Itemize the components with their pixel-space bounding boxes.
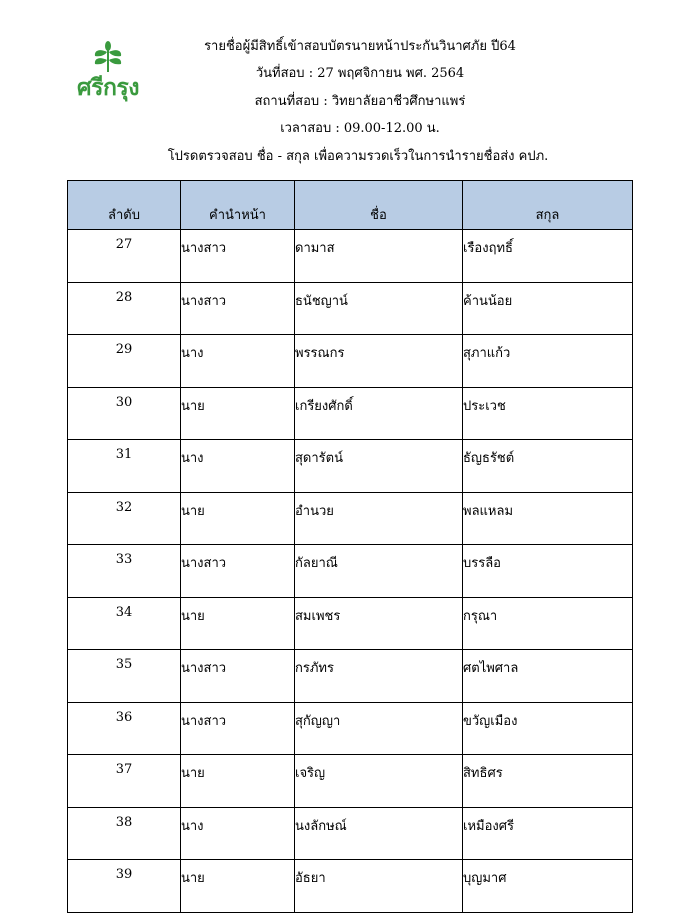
document-title: รายชื่อผู้มีสิทธิ์เข้าสอบบัตรนายหน้าประกันวินาศภัย ปี64 <box>204 39 516 54</box>
cell-first-name: เจริญ <box>295 755 463 808</box>
cell-first-name: พรรณกร <box>295 335 463 388</box>
table-row <box>68 650 633 703</box>
table-row <box>68 440 633 493</box>
table-row <box>68 755 633 808</box>
cell-last-name: พลแหลม <box>463 492 633 545</box>
exam-time: เวลาสอบ : 09.00-12.00 น. <box>280 121 440 136</box>
cell-prefix: นางสาว <box>181 282 295 335</box>
cell-last-name: สิทธิศร <box>463 755 633 808</box>
cell-prefix: นางสาว <box>181 545 295 598</box>
cell-prefix: นาย <box>181 492 295 545</box>
cell-number: 38 <box>68 807 181 860</box>
exam-location: สถานที่สอบ : วิทยาลัยอาชีวศึกษาแพร่ <box>254 94 466 109</box>
column-header-number: ลำดับ <box>68 181 181 230</box>
cell-prefix: นาย <box>181 755 295 808</box>
cell-first-name: กัลยาณี <box>295 545 463 598</box>
cell-first-name: กรภัทร <box>295 650 463 703</box>
instruction-note: โปรดตรวจสอบ ชื่อ - สกุล เพื่อความรวดเร็วในการนำรายชื่อส่ง คปภ. <box>167 149 549 164</box>
cell-last-name: เรืองฤทธิ์ <box>463 230 633 283</box>
table-row <box>68 492 633 545</box>
table-row <box>68 230 633 283</box>
cell-prefix: นาย <box>181 597 295 650</box>
cell-prefix: นาง <box>181 335 295 388</box>
cell-first-name: อัธยา <box>295 860 463 913</box>
cell-number: 30 <box>68 387 181 440</box>
cell-last-name: เหมืองศรี <box>463 807 633 860</box>
table-row <box>68 387 633 440</box>
exam-date: วันที่สอบ : 27 พฤศจิกายน พศ. 2564 <box>255 66 465 81</box>
cell-first-name: สุดารัตน์ <box>295 440 463 493</box>
cell-last-name: บรรลือ <box>463 545 633 598</box>
cell-number: 27 <box>68 230 181 283</box>
cell-last-name: กรุณา <box>463 597 633 650</box>
cell-prefix: นางสาว <box>181 650 295 703</box>
cell-number: 28 <box>68 282 181 335</box>
cell-prefix: นางสาว <box>181 702 295 755</box>
table-row <box>68 545 633 598</box>
cell-first-name: ดามาส <box>295 230 463 283</box>
cell-number: 32 <box>68 492 181 545</box>
table-row <box>68 702 633 755</box>
cell-number: 35 <box>68 650 181 703</box>
cell-last-name: ขวัญเมือง <box>463 702 633 755</box>
cell-last-name: บุญมาศ <box>463 860 633 913</box>
candidate-table <box>67 180 633 913</box>
logo-text: ศรีกรุง <box>77 75 139 101</box>
cell-number: 29 <box>68 335 181 388</box>
cell-last-name: ค้านน้อย <box>463 282 633 335</box>
cell-prefix: นาย <box>181 387 295 440</box>
cell-last-name: ศตไพศาล <box>463 650 633 703</box>
cell-last-name: ประเวช <box>463 387 633 440</box>
cell-first-name: สมเพชร <box>295 597 463 650</box>
cell-first-name: เกรียงศักดิ์ <box>295 387 463 440</box>
cell-prefix: นาง <box>181 440 295 493</box>
table-row <box>68 860 633 913</box>
table-row <box>68 597 633 650</box>
cell-number: 34 <box>68 597 181 650</box>
cell-last-name: ธัญธรัชต์ <box>463 440 633 493</box>
cell-first-name: นงลักษณ์ <box>295 807 463 860</box>
cell-prefix: นาง <box>181 807 295 860</box>
cell-last-name: สุภาแก้ว <box>463 335 633 388</box>
table-row <box>68 335 633 388</box>
cell-first-name: ธนัชญาน์ <box>295 282 463 335</box>
cell-number: 31 <box>68 440 181 493</box>
table-header-row <box>68 181 633 230</box>
table-row <box>68 282 633 335</box>
table-row <box>68 807 633 860</box>
column-header-prefix: คำนำหน้า <box>181 181 295 230</box>
column-header-last-name: สกุล <box>463 181 633 230</box>
cell-number: 33 <box>68 545 181 598</box>
column-header-first-name: ชื่อ <box>295 181 463 230</box>
cell-first-name: อำนวย <box>295 492 463 545</box>
cell-prefix: นาย <box>181 860 295 913</box>
cell-prefix: นางสาว <box>181 230 295 283</box>
cell-number: 37 <box>68 755 181 808</box>
cell-first-name: สุกัญญา <box>295 702 463 755</box>
cell-number: 39 <box>68 860 181 913</box>
cell-number: 36 <box>68 702 181 755</box>
